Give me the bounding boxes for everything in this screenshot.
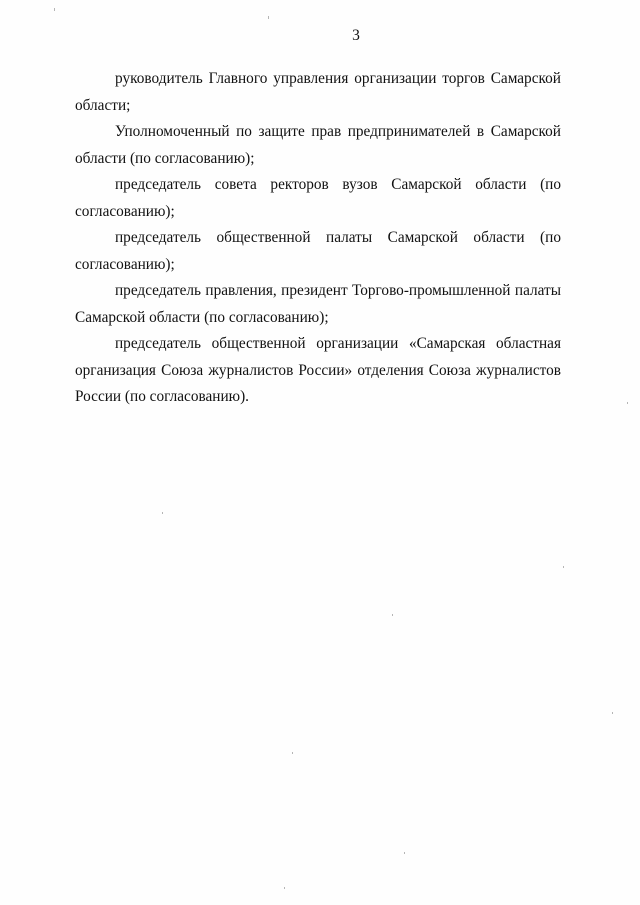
list-item: руководитель Главного управления организации торгов Самарской области; bbox=[75, 70, 561, 114]
list-item: Уполномоченный по защите прав предпринимателей в Самарской области (по согласованию); bbox=[75, 123, 561, 167]
scan-speck bbox=[404, 852, 405, 854]
scan-speck bbox=[54, 8, 55, 11]
scan-speck bbox=[268, 16, 269, 19]
list-item: председатель общественной палаты Самарской области (по согласованию); bbox=[75, 229, 561, 273]
list-item: председатель правления, президент Торгово-промышленной палаты Самарской области (по согласованию); bbox=[75, 282, 561, 326]
page-number: 3 bbox=[352, 27, 360, 44]
document-body bbox=[75, 66, 561, 411]
list-item: председатель общественной организации «Самарская областная организация Союза журналистов России» отделения Союза журналистов России (по согласованию). bbox=[75, 335, 561, 405]
scan-speck bbox=[392, 614, 393, 616]
scan-speck bbox=[284, 887, 285, 889]
list-item: председатель совета ректоров вузов Самарской области (по согласованию); bbox=[75, 176, 561, 220]
scan-speck bbox=[612, 712, 613, 714]
scan-speck bbox=[292, 752, 293, 754]
scan-speck bbox=[563, 566, 564, 568]
scan-speck bbox=[627, 402, 628, 404]
scan-speck bbox=[162, 512, 163, 514]
